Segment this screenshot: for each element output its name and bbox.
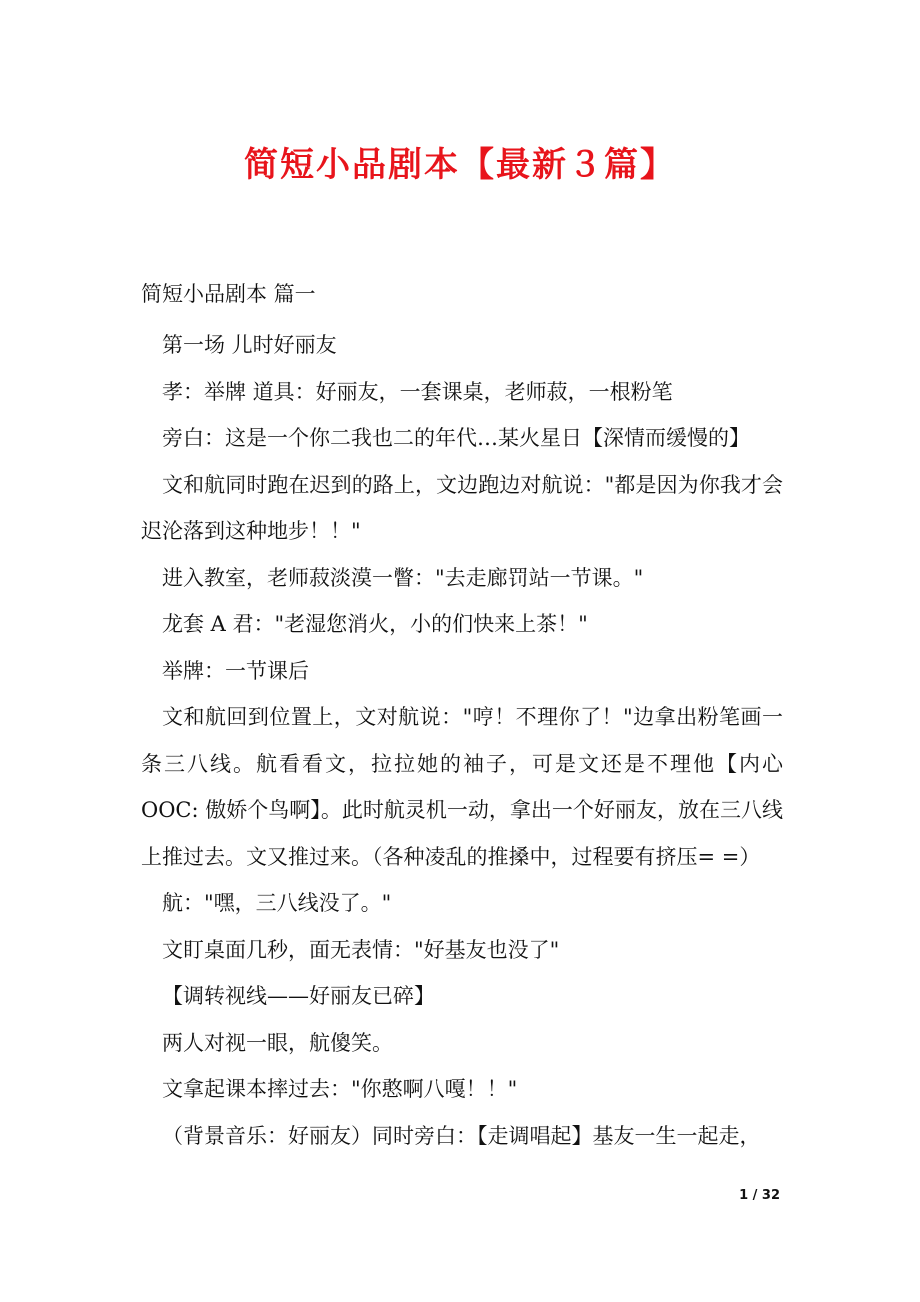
paragraph: 第一场 儿时好丽友 — [162, 333, 337, 357]
paragraph: 【调转视线——好丽友已碎】 — [162, 984, 435, 1008]
document-title: 简短小品剧本【最新３篇】 — [244, 145, 676, 185]
paragraph: 航："嘿，三八线没了。" — [162, 891, 392, 915]
paragraph: （背景音乐：好丽友）同时旁白：【走调唱起】基友一生一起走， — [162, 1123, 761, 1148]
paragraph: 文盯桌面几秒，面无表情："好基友也没了" — [162, 937, 560, 962]
paragraph: 进入教室，老师菽淡漠一瞥："去走廊罚站一节课。" — [162, 565, 644, 590]
paragraph: 龙套 A 君："老湿您消火，小的们快来上茶！" — [162, 612, 588, 636]
paragraph: 旁白：这是一个你二我也二的年代…某火星日【深情而缓慢的】 — [162, 426, 750, 450]
document-body — [141, 322, 783, 1159]
paragraph: 文和航回到位置上，文对航说："哼！不理你了！"边拿出粉笔画一条三八线。航看看文，拉拉她的袖子，可是文还是不理他【内心 OOC: 傲娇个鸟啊】。此时航灵机一动，拿出一个好丽友，放在三八线上推过去。文又推过来。（各种凌乱的推搡中，过程要有挤压= =） — [141, 705, 783, 869]
paragraph: 文和航同时跑在迟到的路上，文边跑边对航说："都是因为你我才会迟沦落到这种地步！！" — [141, 472, 783, 543]
section-heading: 简短小品剧本 篇一 — [141, 282, 316, 306]
page-number: 1 / 32 — [739, 1188, 780, 1203]
paragraph: 孝：举牌 道具：好丽友，一套课桌，老师菽，一根粉笔 — [162, 379, 673, 404]
paragraph: 举牌：一节课后 — [162, 658, 309, 683]
paragraph: 两人对视一眼，航傻笑。 — [162, 1030, 393, 1055]
paragraph: 文拿起课本摔过去："你憨啊八嘎！！" — [162, 1077, 518, 1101]
